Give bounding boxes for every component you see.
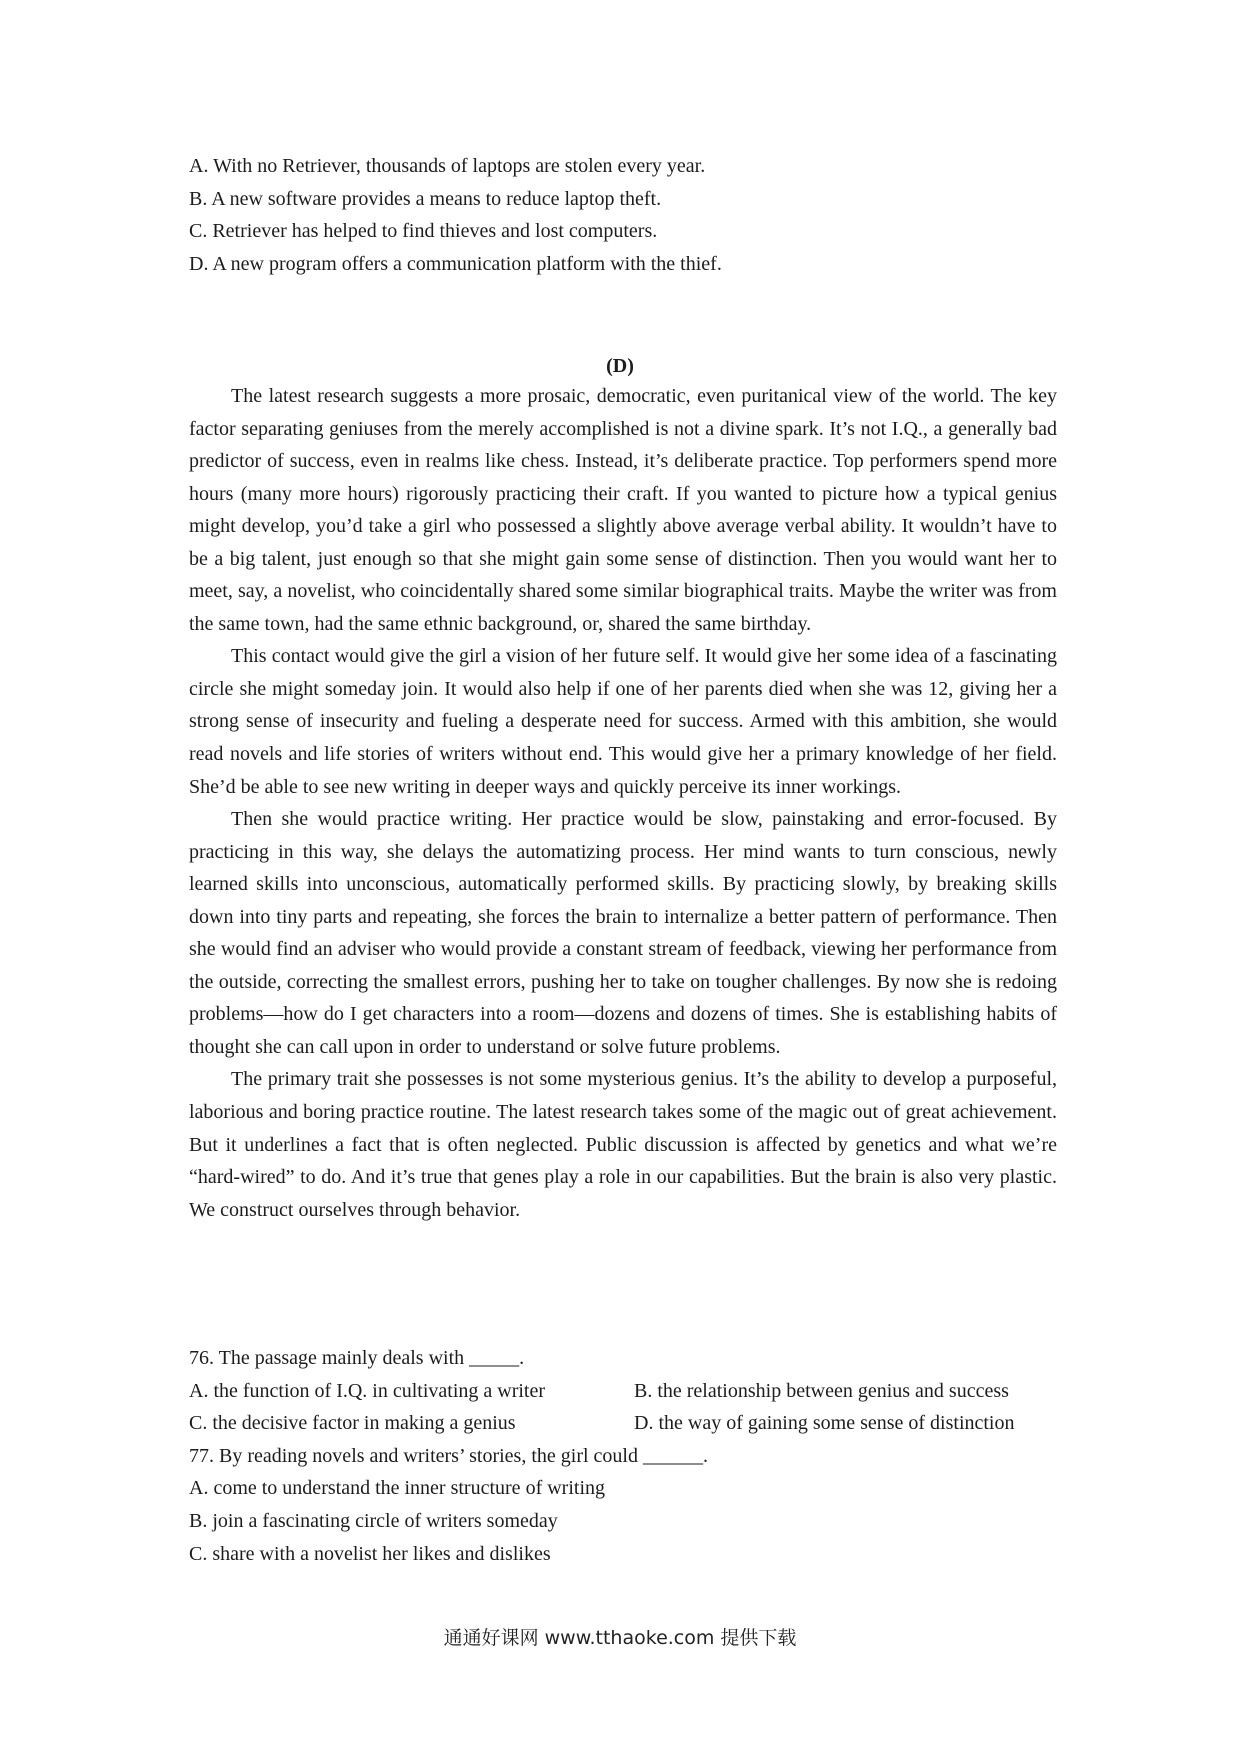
q77-option-c: C. share with a novelist her likes and dislikes [189,1542,551,1565]
passage-paragraph: The primary trait she possesses is not some mysterious genius. It’s the ability to develop a purposeful, laborious and boring practice routine. The latest research takes some of the magic out of great achievement. But it underlines a fact that is often neglected. Public discussion is affected by genetics and what we’re “hard-wired” to do. And it’s true that genes play a role in our capabilities. But the brain is also very plastic. We construct ourselves through behavior. [189,1068,1057,1221]
passage-paragraph: Then she would practice writing. Her practice would be slow, painstaking and error-focused. By practicing in this way, she delays the automatizing process. Her mind wants to turn conscious, newly learned skills into unconscious, automatically performed skills. By practicing slowly, by breaking skills down into tiny parts and repeating, she forces the brain to internalize a better pattern of performance. Then she would find an adviser who would provide a constant stream of feedback, viewing her performance from the outside, correcting the smallest errors, pushing her to take on tougher challenges. By now she is redoing problems—how do I get characters into a room—dozens and dozens of times. She is establishing habits of thought she can call upon in order to understand or solve future problems. [189,808,1057,1058]
section-heading: (D) [606,355,634,377]
question-list [189,1342,1057,1570]
question-77-stem: 77. By reading novels and writers’ stories, the girl could ______. [189,1444,708,1467]
q76-option-b: B. the relationship between genius and success [634,1379,1009,1402]
option-c: C. Retriever has helped to find thieves and lost computers. [189,220,658,243]
question-76-options-row-2 [189,1407,1057,1440]
q77-option-a: A. come to understand the inner structure of writing [189,1477,605,1500]
page-footer: 通通好课网 www.tthaoke.com 提供下载 [443,1627,797,1649]
question-76-stem: 76. The passage mainly deals with _____. [189,1347,525,1369]
passage-paragraph: This contact would give the girl a vision of her future self. It would give her some idea of a fascinating circle she might someday join. It would also help if one of her parents died when she was 12, giving her a strong sense of insecurity and fueling a desperate need for success. Armed with this ambition, she would read novels and life stories of writers without end. This would give her a primary knowledge of her field. She’d be able to see new writing in deeper ways and quickly perceive its inner workings. [189,645,1057,798]
q76-option-a: A. the function of I.Q. in cultivating a writer [189,1379,546,1402]
q76-option-c: C. the decisive factor in making a genius [189,1412,516,1435]
q76-option-d: D. the way of gaining some sense of distinction [634,1412,1015,1435]
reading-passage [189,380,1057,1226]
option-a: A. With no Retriever, thousands of laptops are stolen every year. [189,155,706,177]
option-b: B. A new software provides a means to reduce laptop theft. [189,187,662,210]
previous-question-options [189,150,1057,280]
passage-paragraph: The latest research suggests a more prosaic, democratic, even puritanical view of the world. The key factor separating geniuses from the merely accomplished is not a divine spark. It’s not I.Q., a generally bad predictor of success, even in realms like chess. Instead, it’s deliberate practice. Top performers spend more hours (many more hours) rigorously practicing their craft. If you wanted to picture how a typical genius might develop, you’d take a girl who possessed a slightly above average verbal ability. It wouldn’t have to be a big talent, just enough so that she might gain some sense of distinction. Then you would want her to meet, say, a novelist, who coincidentally shared some similar biographical traits. Maybe the writer was from the same town, had the same ethnic background, or, shared the same birthday. [189,385,1057,635]
option-d: D. A new program offers a communication platform with the thief. [189,252,722,275]
q77-option-b: B. join a fascinating circle of writers someday [189,1509,558,1532]
question-76-options-row-1 [189,1375,1057,1408]
